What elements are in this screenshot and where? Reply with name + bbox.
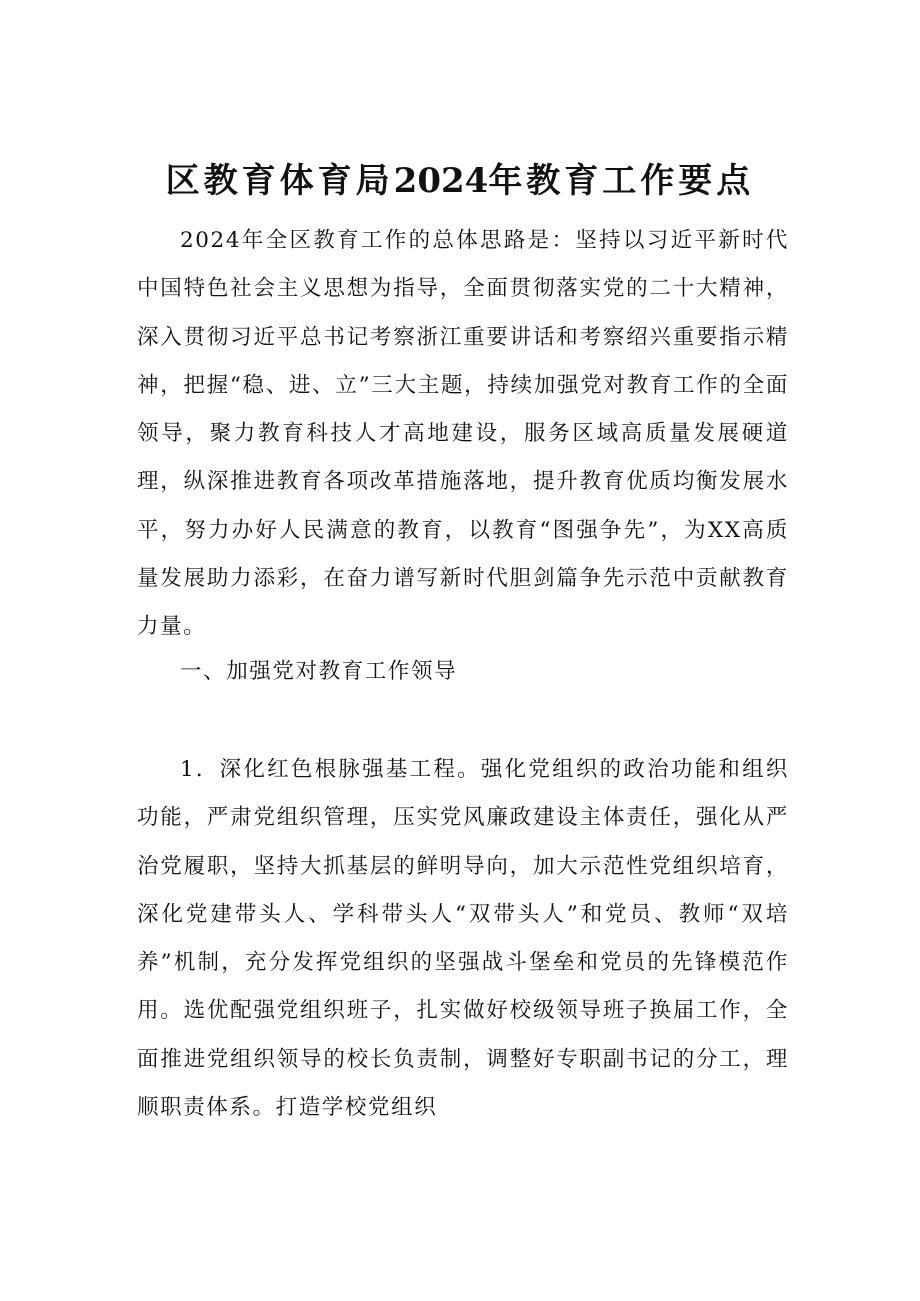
document-title: [0, 151, 920, 211]
title-year: 2024: [393, 160, 489, 201]
section-heading: 一、加强党对教育工作领导: [180, 659, 458, 684]
title-prefix: 区教育体育局: [165, 160, 394, 201]
item-one-paragraph: 1．深化红色根脉强基工程。强化党组织的政治功能和组织功能，严肃党组织管理，压实党风廉政建设主体责任，强化从严治党履职，坚持大抓基层的鲜明导向，加大示范性党组织培育，深化党建带头人、学科带头人“双带头人”和党员、教师“双培养”机制，充分发挥党组织的坚强战斗堡垒和党员的先锋模范作用。选优配强党组织班子，扎实做好校级领导班子换届工作，全面推进党组织领导的校长负责制，调整好专职副书记的分工，理顺职责体系。打造学校党组织: [137, 757, 789, 1121]
intro-paragraph: 2024年全区教育工作的总体思路是：坚持以习近平新时代中国特色社会主义思想为指导，全面贯彻落实党的二十大精神，深入贯彻习近平总书记考察浙江重要讲话和考察绍兴重要指示精神，把握“稳、进、立”三大主题，持续加强党对教育工作的全面领导，聚力教育科技人才高地建设，服务区域高质量发展硬道理，纵深推进教育各项改革措施落地，提升教育优质均衡发展水平，努力办好人民满意的教育，以教育“图强争先”，为XX高质量发展助力添彩，在奋力谱写新时代胆剑篇争先示范中贡献教育力量。: [137, 228, 789, 640]
title-suffix: 年教育工作要点: [488, 160, 755, 201]
